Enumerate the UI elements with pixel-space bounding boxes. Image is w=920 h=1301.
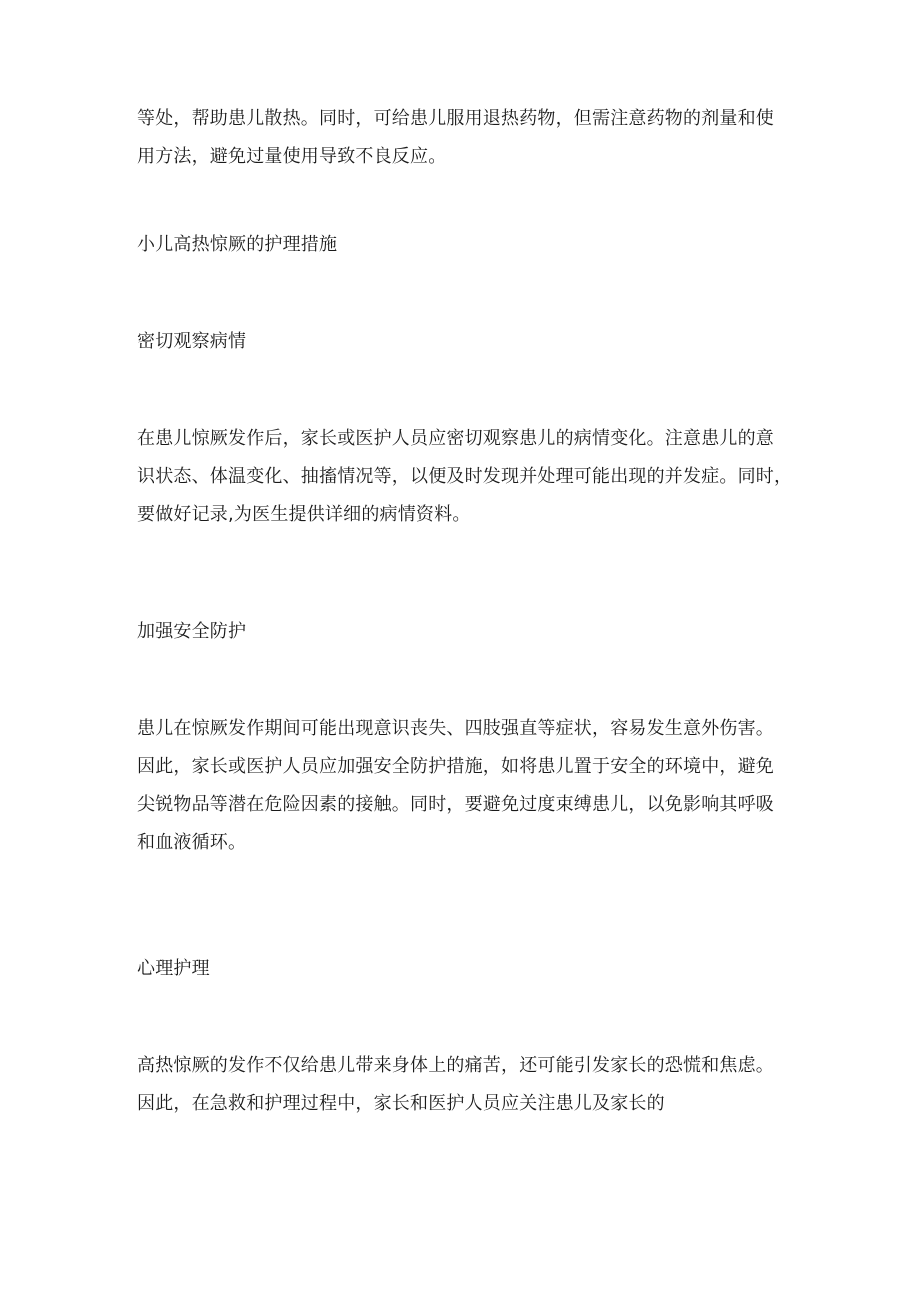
paragraph-line: 因此，在急救和护理过程中，家长和医护人员应关注患儿及家长的 xyxy=(137,1093,665,1114)
paragraph-line: 高热惊厥的发作不仅给患儿带来身体上的痛苦，还可能引发家长的恐慌和焦虑。 xyxy=(137,1055,774,1076)
paragraph-line: 尖锐物品等潜在危险因素的接触。同时，要避免过度束缚患儿，以免影响其呼吸 xyxy=(137,794,774,815)
paragraph-line: 等处，帮助患儿散热。同时，可给患儿服用退热药物，但需注意药物的剂量和使 xyxy=(137,108,774,129)
paragraph-line: 用方法，避免过量使用导致不良反应。 xyxy=(137,146,447,167)
paragraph-line: 和血液循环。 xyxy=(137,832,247,853)
safety-heading: 加强安全防护 xyxy=(137,621,247,642)
safety-paragraph xyxy=(137,710,797,862)
paragraph-line: 患儿在惊厥发作期间可能出现意识丧失、四肢强直等症状，容易发生意外伤害。 xyxy=(137,718,774,739)
observation-heading: 密切观察病情 xyxy=(137,331,247,352)
observation-paragraph xyxy=(137,420,797,534)
paragraph-line: 因此，家长或医护人员应加强安全防护措施，如将患儿置于安全的环境中，避免 xyxy=(137,756,774,777)
section-title: 小儿高热惊厥的护理措施 xyxy=(137,234,338,255)
paragraph-line: 在患儿惊厥发作后，家长或医护人员应密切观察患儿的病情变化。注意患儿的意 xyxy=(137,428,774,449)
paragraph-line: 要做好记录,为医生提供详细的病情资料。 xyxy=(137,504,471,525)
paragraph-line: 识状态、体温变化、抽搐情况等，以便及时发现并处理可能出现的并发症。同时， xyxy=(137,466,793,487)
psychological-heading: 心理护理 xyxy=(137,958,210,979)
psychological-paragraph xyxy=(137,1047,797,1123)
intro-paragraph xyxy=(137,100,797,176)
